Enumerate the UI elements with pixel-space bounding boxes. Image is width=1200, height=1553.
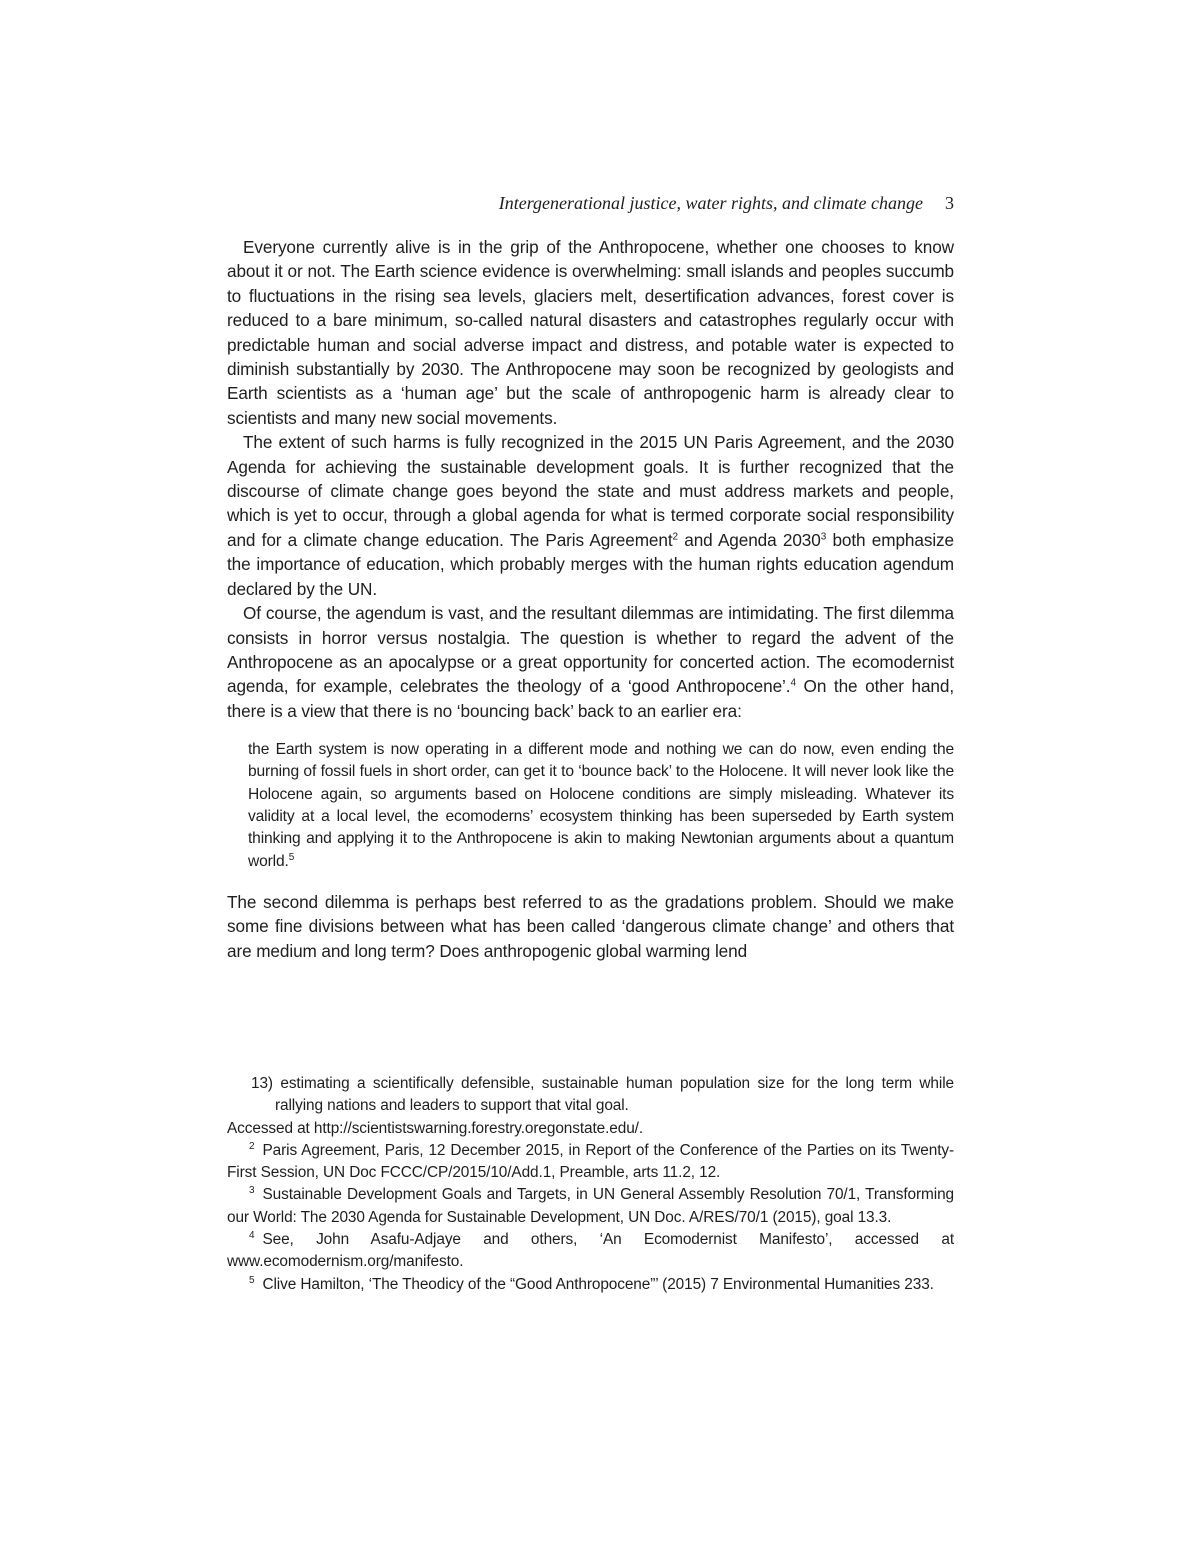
paragraph-3-text-b: On the other hand, there is a view that there is no ‘bouncing back’ back to an earlier era: bbox=[227, 676, 954, 721]
paragraph-3 bbox=[227, 601, 954, 723]
paragraph-2-text-a: The extent of such harms is fully recognized in the 2015 UN Paris Agreement, and the 2030 Agenda for achieving the sustainable development goals. It is further recognized that the discourse of climate change goes beyond the state and must address markets and people, which is yet to occur, through a global agenda for what is termed corporate social responsibility and for a climate change education. The Paris Agreement bbox=[227, 432, 954, 550]
block-quote-text: the Earth system is now operating in a different mode and nothing we can do now, even ending the burning of fossil fuels in short order, can get it to ‘bounce back’ to the Holocene. It will never look like the Holocene again, so arguments based on Holocene conditions are simply misleading. Whatever its validity at a local level, the ecomoderns’ ecosystem thinking has been superseded by Earth system thinking and applying it to the Anthropocene is akin to making Newtonian arguments about a quantum world. bbox=[248, 741, 954, 870]
footnote-text-4: See, John Asafu-Adjaye and others, ‘An Ecomodernist Manifesto’, accessed at www.ecomodernism.org/manifesto. bbox=[227, 1231, 954, 1271]
footnote-text-3: Sustainable Development Goals and Targets, in UN General Assembly Resolution 70/1, Transforming our World: The 2030 Agenda for Sustainable Development, UN Doc. A/RES/70/1 (2015), goal 13.3. bbox=[227, 1186, 954, 1226]
footnote-continued-text: 13) estimating a scientifically defensible, sustainable human population size for the long term while rallying nations and leaders to support that vital goal. bbox=[251, 1075, 954, 1115]
footnote-continued-item bbox=[227, 1073, 954, 1118]
footnote-ref-4: 4 bbox=[790, 677, 796, 689]
block-quote bbox=[248, 739, 954, 873]
footnote-3 bbox=[227, 1184, 954, 1229]
paragraph-3-text-a: Of course, the agendum is vast, and the resultant dilemmas are intimidating. The first dilemma consists in horror versus nostalgia. The question is whether to regard the advent of the Anthropocene as an apocalypse or a great opportunity for concerted action. The ecomodernist agenda, for example, celebrates the theology of a ‘good Anthropocene’. bbox=[227, 603, 954, 697]
footnote-ref-2: 2 bbox=[672, 531, 678, 543]
paragraph-4: The second dilemma is perhaps best referred to as the gradations problem. Should we make some fine divisions between what has been called ‘dangerous climate change’ and others that are medium and long term? Does anthropogenic global warming lend bbox=[227, 891, 954, 961]
paragraph-2 bbox=[227, 430, 954, 601]
page-number: 3 bbox=[945, 193, 954, 213]
footnote-5 bbox=[227, 1274, 954, 1296]
footnote-text-5: Clive Hamilton, ‘The Theodicy of the “Good Anthropocene”’ (2015) 7 Environmental Humanities 233. bbox=[262, 1275, 934, 1293]
footnote-number-3: 3 bbox=[249, 1185, 255, 1197]
footnote-number-4: 4 bbox=[249, 1229, 255, 1241]
footnote-4 bbox=[227, 1229, 954, 1274]
footnote-2 bbox=[227, 1140, 954, 1185]
paragraph-2-text-b: and Agenda 2030 bbox=[677, 529, 821, 550]
paragraph-1: Everyone currently alive is in the grip of the Anthropocene, whether one chooses to know about it or not. The Earth science evidence is overwhelming: small islands and peoples succumb to fluctuations in the rising sea levels, glaciers melt, desertification advances, forest cover is reduced to a bare minimum, so-called natural disasters and catastrophes regularly occur with predictable human and social adverse impact and distress, and potable water is expected to diminish substantially by 2030. The Anthropocene may soon be recognized by geologists and Earth scientists as a ‘human age’ but the scale of anthropogenic harm is already clear to scientists and many new social movements. bbox=[227, 237, 954, 428]
body-text bbox=[227, 235, 954, 963]
footnote-number-5: 5 bbox=[249, 1274, 255, 1286]
footnote-accessed-line: Accessed at http://scientistswarning.forestry.oregonstate.edu/. bbox=[227, 1119, 644, 1137]
running-head bbox=[227, 191, 954, 216]
paragraph-2-text-c: both emphasize the importance of education, which probably merges with the human rights education agendum declared by the UN. bbox=[227, 529, 955, 599]
footnote-number-2: 2 bbox=[249, 1140, 255, 1152]
footnotes bbox=[227, 1073, 954, 1296]
footnote-ref-5: 5 bbox=[288, 851, 295, 863]
footnote-text-2: Paris Agreement, Paris, 12 December 2015, in Report of the Conference of the Parties on its Twenty-First Session, UN Doc FCCC/CP/2015/10/Add.1, Preamble, arts 11.2, 12. bbox=[227, 1141, 954, 1182]
footnote-ref-3: 3 bbox=[820, 531, 827, 543]
running-head-title: Intergenerational justice, water rights, and climate change bbox=[498, 193, 923, 213]
